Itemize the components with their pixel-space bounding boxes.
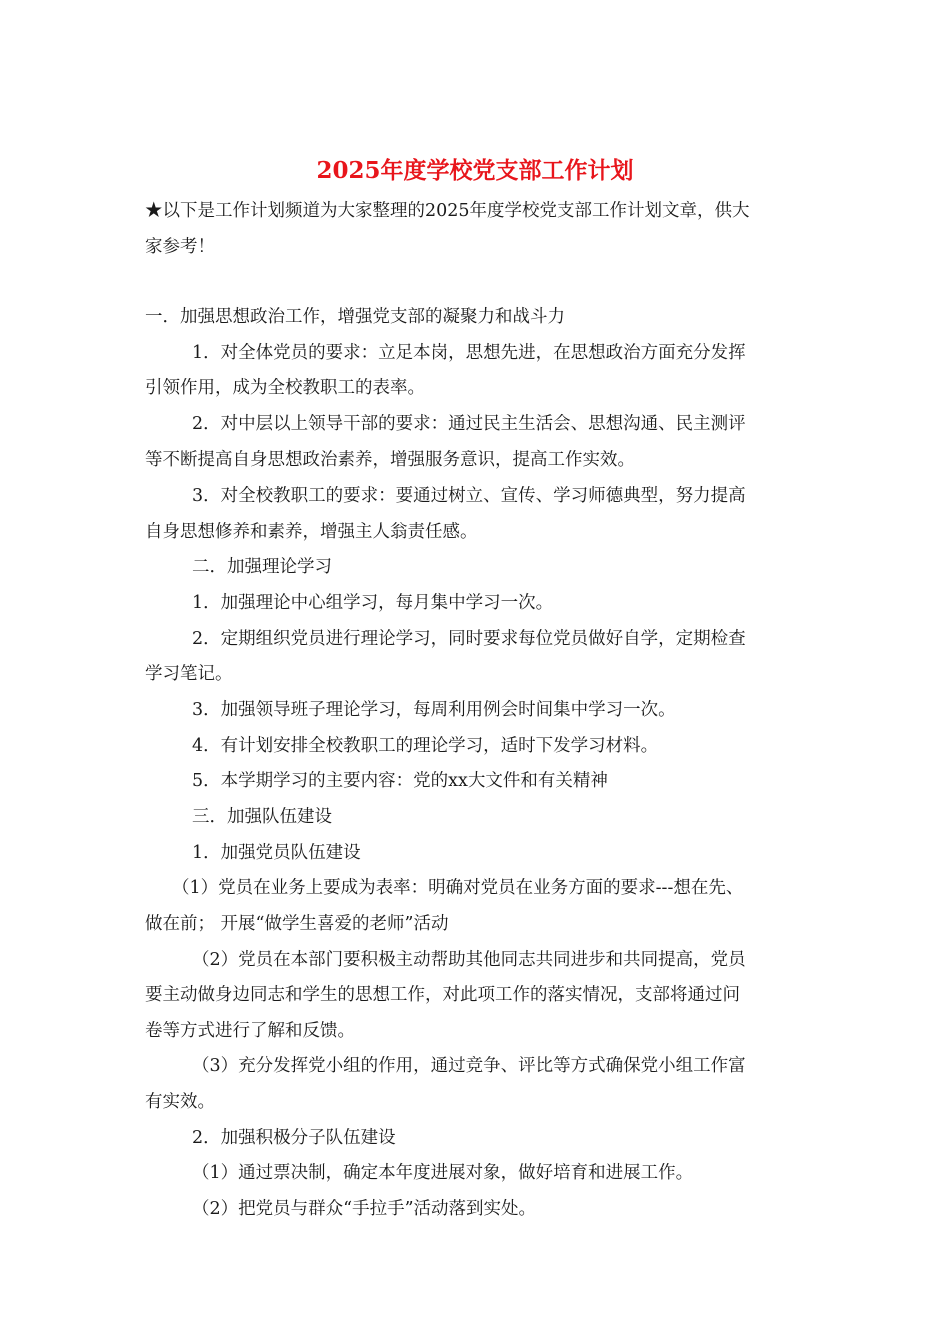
section-heading-3: 三．加强队伍建设	[192, 807, 332, 827]
paragraph-line: 学习笔记。	[145, 664, 233, 684]
paragraph-line: 卷等方式进行了解和反馈。	[145, 1021, 355, 1041]
paragraph-line: 1．加强理论中心组学习，每月集中学习一次。	[192, 593, 554, 613]
intro-line-1: ★以下是工作计划频道为大家整理的2025年度学校党支部工作计划文章，供大	[145, 201, 750, 221]
paragraph-line: 3．对全校教职工的要求：要通过树立、宣传、学习师德典型，努力提高	[192, 486, 746, 506]
document-title: 2025年度学校党支部工作计划	[316, 157, 634, 184]
paragraph-line: （3）充分发挥党小组的作用，通过竞争、评比等方式确保党小组工作富	[192, 1056, 746, 1076]
paragraph-line: 5．本学期学习的主要内容：党的xx大文件和有关精神	[192, 771, 608, 791]
paragraph-line: 等不断提高自身思想政治素养，增强服务意识，提高工作实效。	[145, 450, 635, 470]
paragraph-line: 1．对全体党员的要求：立足本岗，思想先进，在思想政治方面充分发挥	[192, 343, 746, 363]
paragraph-line: 2．定期组织党员进行理论学习，同时要求每位党员做好自学，定期检查	[192, 629, 746, 649]
intro-line-2: 家参考！	[145, 237, 215, 257]
section-heading-2: 二．加强理论学习	[192, 557, 332, 577]
paragraph-line: 自身思想修养和素养，增强主人翁责任感。	[145, 522, 478, 542]
paragraph-line: 1．加强党员队伍建设	[192, 843, 361, 863]
paragraph-line: 引领作用，成为全校教职工的表率。	[145, 378, 425, 398]
paragraph-line: （1）通过票决制，确定本年度进展对象，做好培育和进展工作。	[192, 1163, 694, 1183]
paragraph-line: 有实效。	[145, 1092, 215, 1112]
paragraph-line: 做在前； 开展“做学生喜爱的老师”活动	[145, 914, 449, 934]
paragraph-line: 4．有计划安排全校教职工的理论学习，适时下发学习材料。	[192, 736, 659, 756]
paragraph-line: 要主动做身边同志和学生的思想工作，对此项工作的落实情况，支部将通过问	[145, 985, 740, 1005]
paragraph-line: （2）党员在本部门要积极主动帮助其他同志共同进步和共同提高，党员	[192, 950, 746, 970]
paragraph-line: （1）党员在业务上要成为表率：明确对党员在业务方面的要求---想在先、	[172, 878, 744, 898]
paragraph-line: 2．加强积极分子队伍建设	[192, 1128, 396, 1148]
paragraph-line: 3．加强领导班子理论学习，每周利用例会时间集中学习一次。	[192, 700, 676, 720]
paragraph-line: （2）把党员与群众“手拉手”活动落到实处。	[192, 1199, 537, 1219]
section-heading-1: 一．加强思想政治工作，增强党支部的凝聚力和战斗力	[145, 307, 565, 327]
paragraph-line: 2．对中层以上领导干部的要求：通过民主生活会、思想沟通、民主测评	[192, 414, 746, 434]
